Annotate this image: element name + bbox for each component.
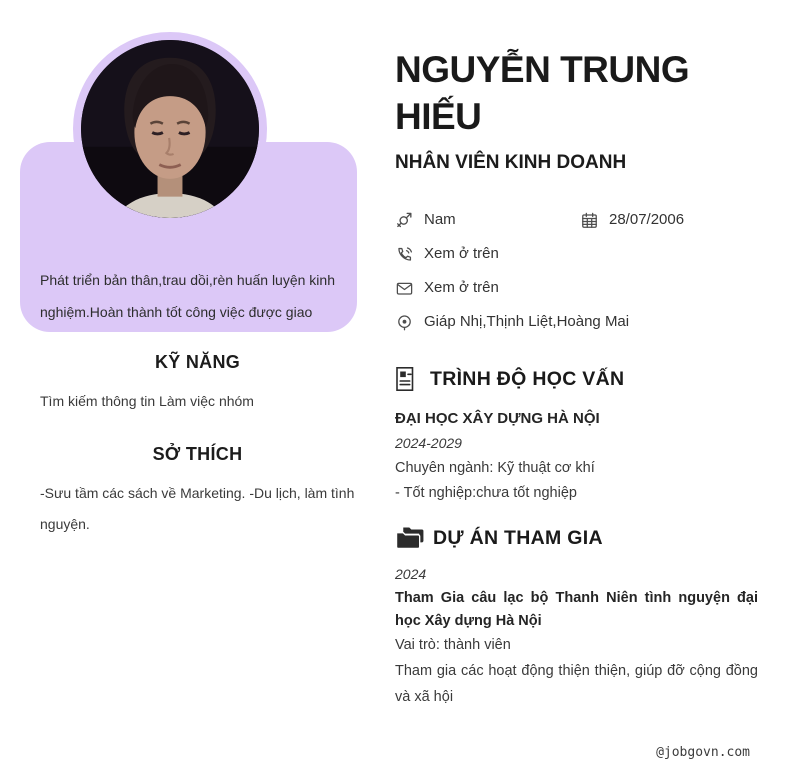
info-row (395, 312, 758, 332)
education-school: ĐẠI HỌC XÂY DỰNG HÀ NỘI (395, 410, 600, 427)
folders-icon (395, 526, 424, 550)
projects-section-header (395, 526, 758, 550)
info-row (395, 244, 758, 264)
contact-info (395, 210, 758, 332)
skills-heading: KỸ NĂNG (154, 352, 241, 372)
project-role: Vai trò: thành viên (395, 637, 511, 653)
project-description: Tham gia các hoạt động thiện thiện, giúp đỡ cộng đồng và xã hội (395, 663, 758, 705)
mail-icon (395, 279, 414, 298)
education-period: 2024-2029 (395, 435, 462, 451)
gender-icon (395, 211, 414, 230)
gender-field (395, 210, 580, 230)
email-field (395, 278, 499, 298)
profile-photo (73, 32, 267, 226)
hobbies-heading: SỞ THÍCH (152, 444, 243, 464)
education-major: Chuyên ngành: Kỹ thuật cơ khí (395, 460, 595, 476)
phone-value: Xem ở trên (424, 245, 499, 262)
project-name: Tham Gia câu lạc bộ Thanh Niên tình nguyện đại học Xây dựng Hà Nội (395, 590, 758, 629)
birthday-field (580, 210, 684, 230)
calendar-icon (580, 211, 599, 230)
projects-heading: DỰ ÁN THAM GIA (433, 526, 603, 549)
hobbies-content: -Sưu tầm các sách về Marketing. -Du lịch, làm tình nguyện. (40, 485, 355, 532)
education-heading: TRÌNH ĐỘ HỌC VẤN (430, 367, 625, 390)
quote-text: Phát triển bản thân,trau dồi,rèn huấn luyện kinh nghiệm.Hoàn thành tốt công việc được giao (40, 272, 335, 320)
location-icon (395, 313, 414, 332)
address-value: Giáp Nhị,Thịnh Liệt,Hoàng Mai (424, 313, 630, 330)
address-field (395, 312, 629, 332)
watermark: @jobgovn.com (656, 745, 750, 760)
info-row (395, 210, 758, 230)
gender-value: Nam (424, 211, 456, 228)
full-name: NGUYỄN TRUNG HIẾU (395, 49, 690, 137)
phone-icon (395, 245, 414, 264)
project-period: 2024 (395, 566, 427, 582)
phone-field (395, 244, 499, 264)
info-row (395, 278, 758, 298)
certificate-icon (395, 366, 417, 392)
portrait-illustration (81, 40, 259, 218)
education-note: - Tốt nghiệp:chưa tốt nghiệp (395, 485, 577, 501)
left-column (40, 352, 355, 540)
job-title: NHÂN VIÊN KINH DOANH (395, 152, 627, 173)
birthday-value: 28/07/2006 (609, 211, 685, 228)
email-value: Xem ở trên (424, 279, 499, 296)
skills-content: Tìm kiếm thông tin Làm việc nhóm (40, 393, 254, 409)
right-column (395, 46, 758, 710)
education-section-header (395, 366, 758, 392)
